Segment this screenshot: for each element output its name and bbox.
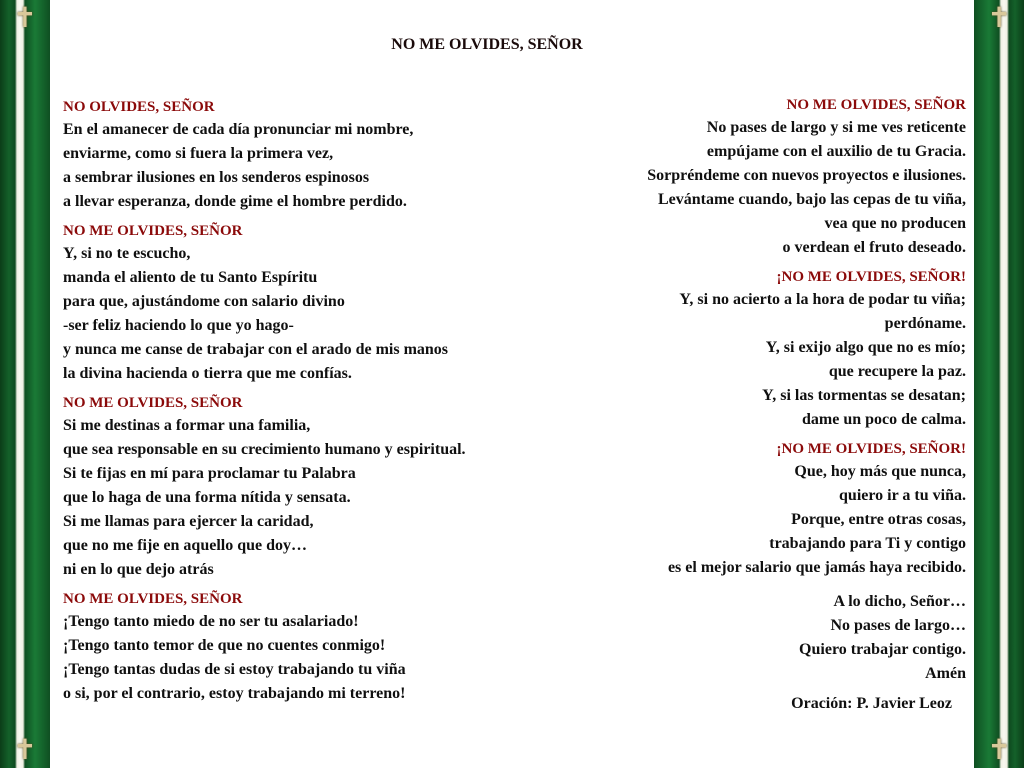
verse-line: Que, hoy más que nunca, [794, 463, 966, 480]
verse-line: Quiero trabajar contigo. [799, 641, 966, 658]
verse-line: Si me llamas para ejercer la caridad, [63, 513, 314, 530]
stanza-heading: NO OLVIDES, SEÑOR [63, 99, 215, 115]
verse-line: perdóname. [884, 315, 966, 332]
verse-line: empújame con el auxilio de tu Gracia. [706, 143, 966, 160]
cross-icon: ✝ [13, 1, 37, 34]
page-title-text: NO ME OLVIDES, SEÑOR [391, 36, 583, 53]
signature: Oración: P. Javier Leoz [791, 695, 952, 712]
verse-line: En el amanecer de cada día pronunciar mi nombre, [63, 121, 414, 138]
verse-line: ni en lo que dejo atrás [63, 561, 214, 578]
left-border [0, 0, 50, 768]
verse-line: Y, si exijo algo que no es mío; [765, 339, 966, 356]
stanza [63, 392, 603, 582]
stanza [536, 94, 966, 260]
verse-line: que no me fije en aquello que doy… [63, 537, 308, 554]
verse-line: Porque, entre otras cosas, [791, 511, 966, 528]
verse-line: para que, ajustándome con salario divino [63, 293, 345, 310]
stanza [63, 588, 603, 706]
stanza-heading: NO ME OLVIDES, SEÑOR [786, 97, 966, 113]
verse-line: que sea responsable en su crecimiento humano y espiritual. [63, 441, 466, 458]
verse-line: que lo haga de una forma nítida y sensata. [63, 489, 351, 506]
cross-icon: ✝ [987, 1, 1011, 34]
stanza [536, 590, 966, 686]
stanza [63, 220, 603, 386]
verse-line: Levántame cuando, bajo las cepas de tu viña, [657, 191, 966, 208]
verse-line: o verdean el fruto deseado. [782, 239, 966, 256]
stanza [63, 96, 603, 214]
verse-line: ¡Tengo tanto temor de que no cuentes conmigo! [63, 637, 386, 654]
verse-line: ¡Tengo tanto miedo de no ser tu asalariado! [63, 613, 359, 630]
verse-line: Sorpréndeme con nuevos proyectos e ilusiones. [647, 167, 966, 184]
verse-line: A lo dicho, Señor… [833, 593, 966, 610]
verse-line: No pases de largo y si me ves reticente [706, 119, 966, 136]
cross-icon: ✝ [987, 733, 1011, 766]
verse-line: o si, por el contrario, estoy trabajando mi terreno! [63, 685, 406, 702]
stanza [536, 266, 966, 432]
verse-line: No pases de largo… [830, 617, 966, 634]
verse-line: -ser feliz haciendo lo que yo hago- [63, 317, 294, 334]
stanza [536, 438, 966, 580]
verse-line: Y, si las tormentas se desatan; [762, 387, 966, 404]
stanza-heading: NO ME OLVIDES, SEÑOR [63, 395, 243, 411]
verse-line: es el mejor salario que jamás haya recibido. [667, 559, 966, 576]
verse-line: vea que no producen [824, 215, 966, 232]
verse-line: ¡Tengo tantas dudas de si estoy trabajando tu viña [63, 661, 406, 678]
cross-icon: ✝ [13, 733, 37, 766]
verse-line: y nunca me canse de trabajar con el arado de mis manos [63, 341, 449, 358]
verse-line: Amén [925, 665, 966, 682]
stanza-heading: ¡NO ME OLVIDES, SEÑOR! [776, 441, 966, 457]
verse-line: a sembrar ilusiones en los senderos espinosos [63, 169, 370, 186]
stanza-heading: NO ME OLVIDES, SEÑOR [63, 223, 243, 239]
stanza-heading: ¡NO ME OLVIDES, SEÑOR! [776, 269, 966, 285]
right-column [536, 94, 966, 716]
stanza-heading: NO ME OLVIDES, SEÑOR [63, 591, 243, 607]
verse-line: que recupere la paz. [828, 363, 966, 380]
verse-line: dame un poco de calma. [802, 411, 966, 428]
page-panel [50, 0, 974, 768]
verse-line: la divina hacienda o tierra que me confías. [63, 365, 352, 382]
verse-line: quiero ir a tu viña. [839, 487, 966, 504]
verse-line: Y, si no acierto a la hora de podar tu viña; [679, 291, 966, 308]
verse-line: enviarme, como si fuera la primera vez, [63, 145, 334, 162]
verse-line: Y, si no te escucho, [63, 245, 191, 262]
page-title [50, 36, 974, 54]
verse-line: a llevar esperanza, donde gime el hombre perdido. [63, 193, 407, 210]
verse-line: manda el aliento de tu Santo Espíritu [63, 269, 318, 286]
right-border [974, 0, 1024, 768]
verse-line: Si me destinas a formar una familia, [63, 417, 311, 434]
left-column [63, 96, 603, 712]
verse-line: Si te fijas en mí para proclamar tu Palabra [63, 465, 356, 482]
verse-line: trabajando para Ti y contigo [769, 535, 966, 552]
